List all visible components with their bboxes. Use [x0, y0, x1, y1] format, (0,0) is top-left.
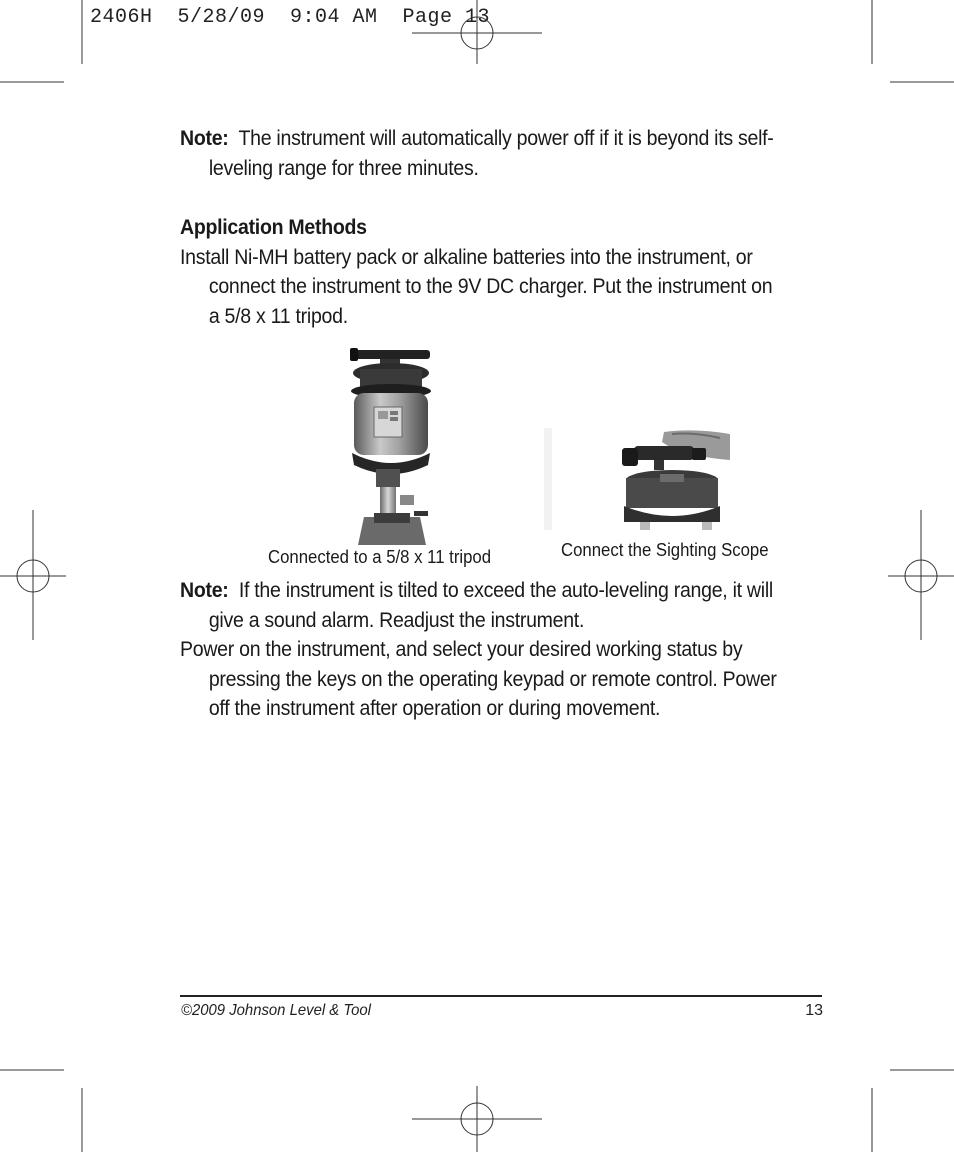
note-self-leveling [180, 124, 785, 183]
print-slug: 2406H 5/28/09 9:04 AM Page 13 [90, 6, 491, 29]
section-heading: Application Methods [180, 216, 367, 239]
note-label: Note: [180, 127, 229, 150]
sighting-scope-photo [544, 428, 732, 530]
page-body [180, 124, 785, 331]
page-number: 13 [805, 1002, 823, 1019]
power-instructions: Power on the instrument, and select your desired working status by pressing the keys on the operating keypad or remote control. Power off the instrument after operation or during movement. [180, 638, 777, 720]
note-label: Note: [180, 579, 229, 602]
footer-rule [180, 995, 822, 997]
note-text: The instrument will automatically power off if it is beyond its self-leveling range for three minutes. [208, 127, 774, 180]
tripod-instrument-photo [338, 345, 448, 545]
application-instructions: Install Ni-MH battery pack or alkaline batteries into the instrument, or connect the instrument to the 9V DC charger. Put the instrument on a 5/8 x 11 tripod. [180, 245, 773, 328]
note-tilt-alarm [180, 576, 785, 635]
scope-caption: Connect the Sighting Scope [561, 540, 769, 560]
tripod-caption: Connected to a 5/8 x 11 tripod [268, 547, 492, 567]
footer-copyright: ©2009 Johnson Level & Tool [181, 1002, 371, 1019]
page-body-lower [180, 576, 785, 724]
note-text: If the instrument is tilted to exceed the auto-leveling range, it will give a sound alarm. Readjust the instrument. [208, 579, 773, 632]
